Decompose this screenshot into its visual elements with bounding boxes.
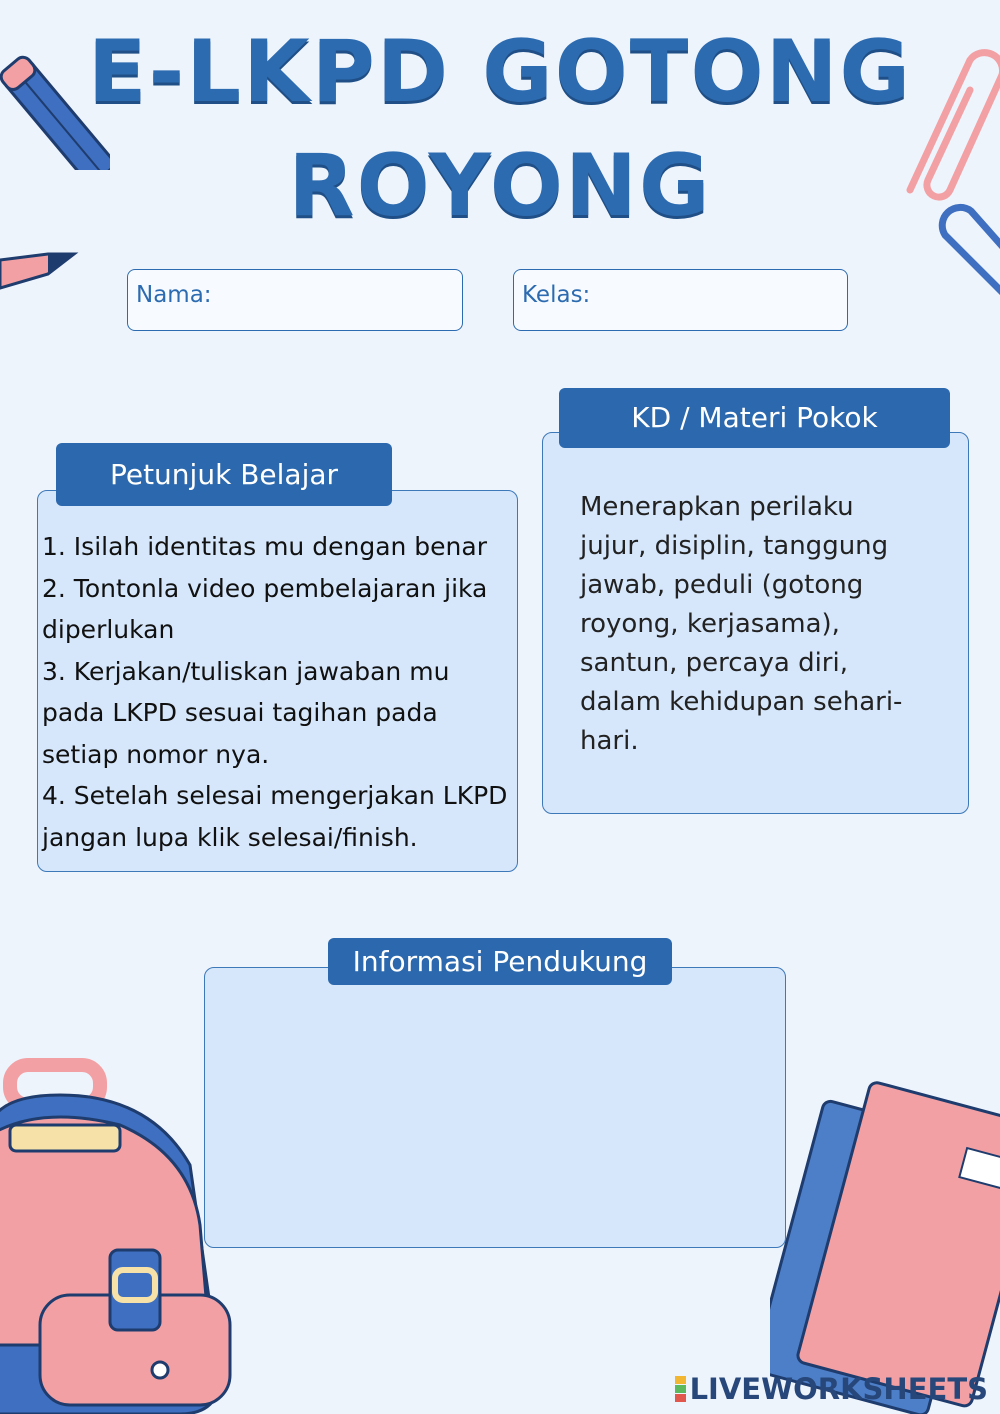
petunjuk-text: 1. Isilah identitas mu dengan benar 2. Tontonla video pembelajaran jika diperlukan 3. Kerjakan/tuliskan jawaban mu pada LKPD sesuai tagihan pada setiap nomor nya. 4. Setelah selesai mengerjakan LKPD jangan lupa klik selesai/finish.	[42, 532, 508, 852]
nama-field[interactable]	[127, 269, 463, 331]
kd-panel	[542, 432, 969, 814]
informasi-panel[interactable]	[204, 967, 786, 1248]
backpack-icon	[0, 1045, 235, 1414]
pencil-icon	[0, 240, 80, 300]
liveworksheets-logo[interactable]	[675, 1372, 988, 1406]
nama-label: Nama:	[136, 282, 212, 308]
petunjuk-heading: Petunjuk Belajar	[56, 443, 392, 506]
page-title-line-2: ROYONG	[288, 136, 712, 236]
kelas-label: Kelas:	[522, 282, 591, 308]
informasi-heading: Informasi Pendukung	[328, 938, 672, 985]
kelas-field[interactable]	[513, 269, 848, 331]
kd-text: Menerapkan perilaku jujur, disiplin, tanggung jawab, peduli (gotong royong, kerjasama), santun, percaya diri, dalam kehidupan sehari-hari.	[580, 492, 903, 756]
petunjuk-panel	[37, 490, 518, 872]
kelas-input[interactable]	[595, 282, 809, 309]
kd-heading: KD / Materi Pokok	[559, 388, 950, 448]
notebook-icon	[770, 1070, 1000, 1414]
page-title	[0, 22, 1000, 236]
page-title-line-1: E-LKPD GOTONG	[87, 22, 913, 122]
nama-input[interactable]	[217, 282, 431, 309]
liveworksheets-logo-icon	[675, 1376, 686, 1402]
liveworksheets-logo-text: LIVEWORKSHEETS	[689, 1372, 988, 1406]
